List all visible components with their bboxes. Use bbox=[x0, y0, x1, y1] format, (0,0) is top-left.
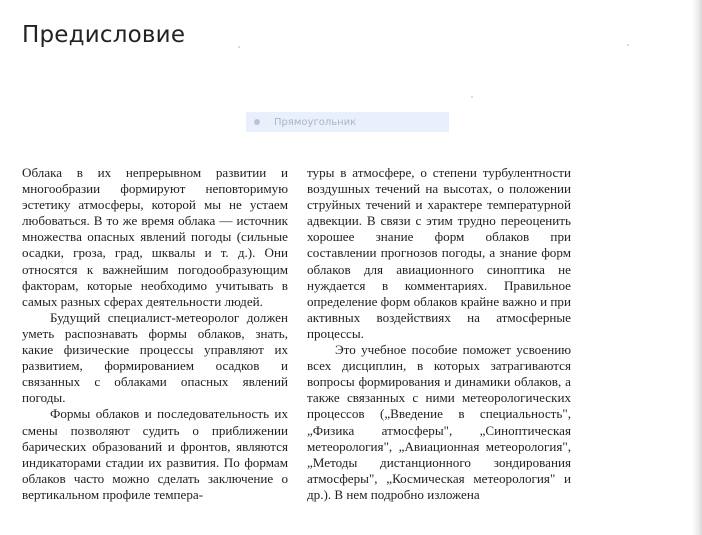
text-column-right bbox=[307, 165, 571, 503]
shape-bullet-icon bbox=[254, 119, 260, 125]
page-title: Предисловие bbox=[22, 22, 186, 48]
paragraph: туры в атмосфере, о степени турбулентности воздушных течений на высотах, о положении струйных течений и характере температурной адвекции. В связи с этим трудно переоценить хорошее знание форм облаков при составлении прогнозов погоды, а знание форм облаков для авиационного синоптика не нуждается в комментариях. Правильное определение форм облаков крайне важно и при активных воздействиях на атмосферные процессы. bbox=[307, 165, 571, 341]
shape-tooltip-label: Прямоугольник bbox=[274, 116, 357, 128]
text-column-left bbox=[22, 165, 288, 503]
scan-speck bbox=[238, 46, 240, 48]
paragraph: Формы облаков и последовательность их смены позволяют судить о приближении барических образований и фронтов, являются индикаторами стадии их развития. По формам облаков часто можно сделать заключение о вертикальном профиле темпера- bbox=[22, 406, 288, 502]
scan-speck bbox=[627, 44, 629, 46]
scan-speck bbox=[471, 96, 473, 98]
shape-tooltip bbox=[246, 112, 449, 132]
paragraph: Будущий специалист-метеоролог должен уметь распознавать формы облаков, знать, какие физические процессы управляют их развитием, формированием осадков и связанных с облаками опасных явлений погоды. bbox=[22, 309, 288, 406]
paragraph: Это учебное пособие поможет усвоению всех дисциплин, в которых затрагиваются вопросы формирования и динамики облаков, а также связанных с ними метеорологических процессов („Введение в специальность", „Физика атмосферы", „Синоптическая метеорология", „Авиационная метеорология", „Методы дистанционного зондирования атмосферы", „Космическая метеорология" и др.). В нем подробно изложена bbox=[307, 342, 571, 502]
page-edge-shadow bbox=[692, 0, 702, 535]
paragraph: Облака в их непрерывном развитии и многообразии формируют неповторимую эстетику атмосферы, которой мы не устаем любоваться. В то же время облака — источник множества опасных явлений погоды (сильные осадки, гроза, град, шквалы и т. д.). Они относятся к важнейшим погодообразующим факторам, которые необходимо учитывать в самых разных сферах деятельности людей. bbox=[22, 165, 288, 309]
